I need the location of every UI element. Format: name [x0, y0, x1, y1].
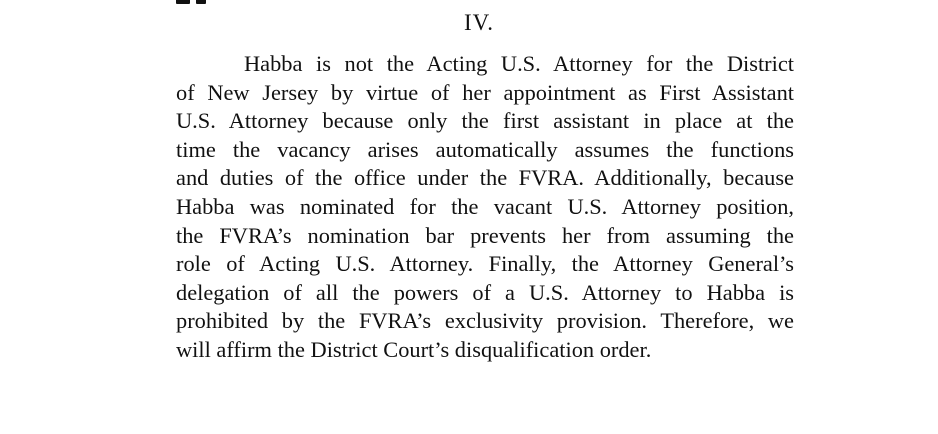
paragraph-line: prohibited by the FVRA’s exclusivity provision. Therefore, we	[176, 308, 794, 334]
section-heading: IV.	[463, 10, 495, 35]
paragraph-line: will affirm the District Court’s disqualification order.	[176, 336, 652, 362]
paragraph-line: Habba is not the Acting U.S. Attorney for the District	[244, 51, 794, 76]
paragraph-line: of New Jersey by virtue of her appointment as First Assistant	[176, 79, 794, 105]
paragraph-line: delegation of all the powers of a U.S. Attorney to Habba is	[176, 279, 794, 305]
paragraph-line: Habba was nominated for the vacant U.S. Attorney position,	[176, 193, 794, 219]
paragraph-line: time the vacancy arises automatically assumes the functions	[176, 136, 794, 162]
paragraph-line: role of Acting U.S. Attorney. Finally, the Attorney General’s	[176, 251, 794, 277]
paragraph-line: the FVRA’s nomination bar prevents her from assuming the	[176, 222, 794, 248]
paragraph-line: and duties of the office under the FVRA. Additionally, because	[176, 165, 794, 191]
paragraph-line: U.S. Attorney because only the first assistant in place at the	[176, 108, 794, 134]
section-paragraph	[176, 50, 794, 365]
clipped-previous-text	[176, 0, 796, 4]
